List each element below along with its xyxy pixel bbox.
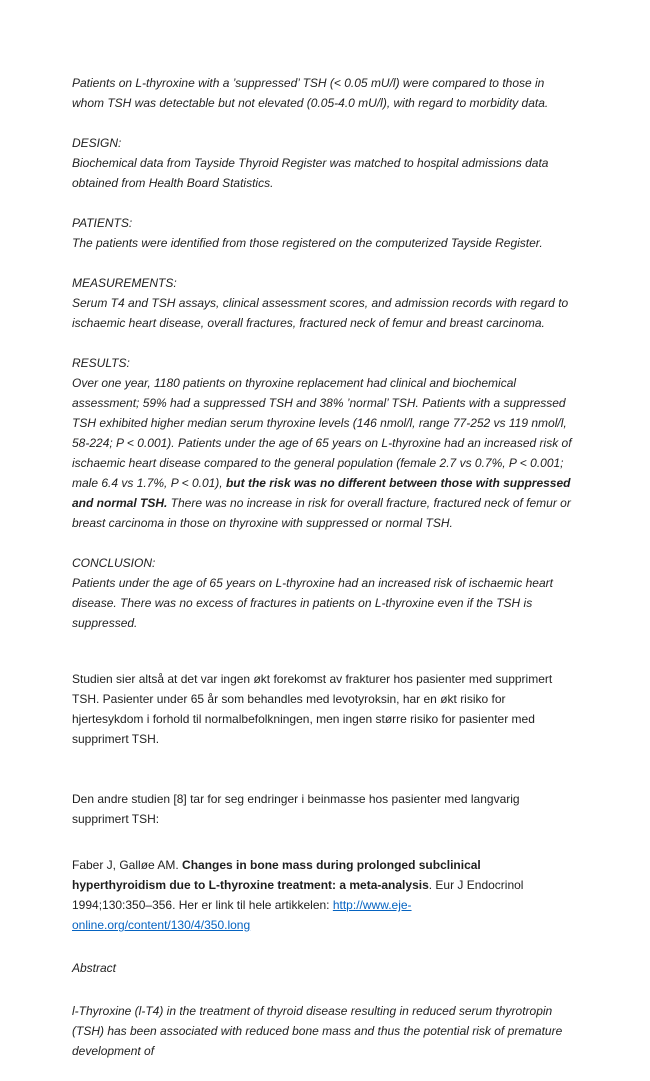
section-heading-conclusion: CONCLUSION: [72, 556, 156, 570]
section-body-results [72, 373, 578, 533]
document-content [72, 73, 578, 1081]
section-patients [72, 213, 578, 253]
results-text-post: There was no increase in risk for overall fracture, fractured neck of femur or breast carcinoma in those on thyroxine with suppressed or normal TSH. [72, 496, 571, 530]
section-conclusion [72, 553, 578, 633]
section-body-conclusion: Patients under the age of 65 years on L-thyroxine had an increased risk of ischaemic heart disease. There was no excess of fractures in patients on L-thyroxine even if the TSH is suppressed. [72, 576, 553, 630]
results-text-pre: Over one year, 1180 patients on thyroxine replacement had clinical and biochemical assessment; 59% had a suppressed TSH and 38% ’normal’ TSH. Patients with a suppressed TSH exhibited higher median serum thyroxine levels (146 nmol/l, range 77-252 vs 119 nmol/l, 58-224; P < 0.001). Patients under the age of 65 years on L-thyroxine had an increased risk of ischaemic heart disease compared to the general population (female 2.7 vs 0.7%, P < 0.001; male 6.4 vs 1.7%, P < 0.01), [72, 376, 572, 490]
citation-title: Changes in bone mass during prolonged subclinical hyperthyroidism due to L-thyroxine treatment: a meta-analysis [72, 858, 481, 892]
abstract-heading: Abstract [72, 961, 117, 975]
paragraph-second-study-intro: Den andre studien [8] tar for seg endringer i beinmasse hos pasienter med langvarig supprimert TSH: [72, 792, 520, 826]
results-text-bold: but the risk was no different between those with suppressed and normal TSH. [72, 476, 571, 510]
paragraph-norwegian-summary: Studien sier altså at det var ingen økt forekomst av frakturer hos pasienter med supprimert TSH. Pasienter under 65 år som behandles med levotyroksin, har en økt risiko for hjertesykdom i forhold til normalbefolkningen, men ingen større risiko for pasienter med supprimert TSH. [72, 672, 553, 746]
section-heading-design: DESIGN: [72, 136, 122, 150]
paragraph-study-intro: Patients on L-thyroxine with a ’suppressed’ TSH (< 0.05 mU/l) were compared to those in whom TSH was detectable but not elevated (0.05-4.0 mU/l), with regard to morbidity data. [72, 76, 549, 110]
citation-journal: . Eur J Endocrinol 1994;130:350–356. Her er link til hele artikkelen: [72, 878, 524, 912]
paragraph-abstract-body: l-Thyroxine (l-T4) in the treatment of thyroid disease resulting in reduced serum thyrotropin (TSH) has been associated with reduced bone mass and thus the potential risk of premature development of [72, 1004, 563, 1058]
citation-authors: Faber J, Galløe AM. [72, 858, 183, 872]
section-measurements [72, 273, 578, 333]
article-link[interactable]: http://www.eje-online.org/content/130/4/350.long [72, 898, 412, 932]
section-body-design: Biochemical data from Tayside Thyroid Register was matched to hospital admissions data obtained from Health Board Statistics. [72, 156, 549, 190]
section-design [72, 133, 578, 193]
section-heading-measurements: MEASUREMENTS: [72, 276, 177, 290]
section-body-measurements: Serum T4 and TSH assays, clinical assessment scores, and admission records with regard to ischaemic heart disease, overall fractures, fractured neck of femur and breast carcinoma. [72, 296, 569, 330]
section-heading-results: RESULTS: [72, 356, 130, 370]
paragraph-citation [72, 855, 578, 935]
section-body-patients: The patients were identified from those registered on the computerized Tayside Register. [72, 236, 543, 250]
section-results [72, 353, 578, 533]
section-heading-patients: PATIENTS: [72, 216, 133, 230]
